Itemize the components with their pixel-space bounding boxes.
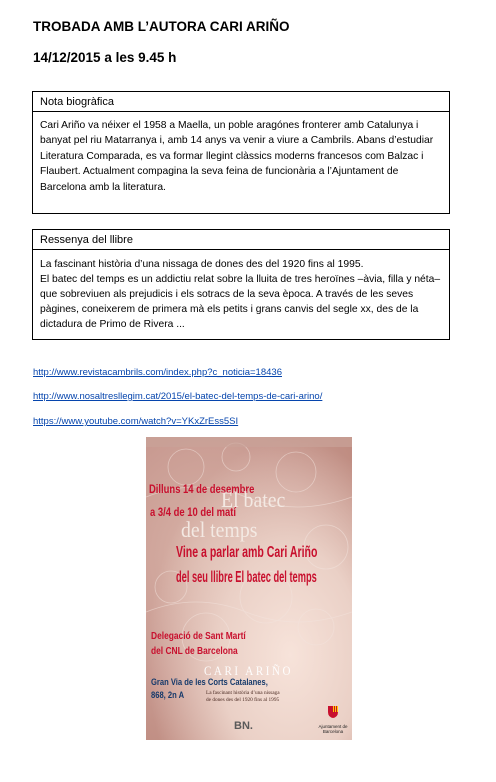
review-lead: La fascinant història d’una nissaga de dones des del 1920 fins al 1995. [40, 259, 364, 270]
barcelona-shield-icon [327, 705, 339, 719]
ajuntament-logo [316, 705, 350, 737]
link-nosaltresllegim[interactable]: http://www.nosaltresllegim.cat/2015/el-batec-del-temps-de-cari-arino/ [33, 391, 323, 402]
event-date: 14/12/2015 a les 9.45 h [33, 50, 177, 65]
poster-address-1: Gran Via de les Corts Catalanes, [151, 677, 268, 688]
review-heading: Ressenya del llibre [33, 230, 449, 250]
poster-invite-line-1: Vine a parlar amb Cari Ariño [176, 544, 318, 561]
poster-book-title-1: El batec [221, 487, 286, 512]
review-text: El batec del temps es un addictiu relat sobre la lluita de tres heroïnes –àvia, filla y néta– que sobreviuen als prejudicis i els sotracs de la seva època. A través de les seves pàgines, coneixerem de primera mà els petits i grans canvis del segle xx, des de la dictadura de Primo de Rivera ... [40, 274, 441, 330]
publisher-logo: BN. [234, 720, 253, 732]
review-box [32, 229, 450, 340]
link-youtube[interactable]: https://www.youtube.com/watch?v=YKxZrEss5SI [33, 416, 239, 427]
poster-address-2: 868, 2n A [151, 690, 185, 701]
page-title: TROBADA AMB L’AUTORA CARI ARIÑO [33, 19, 290, 34]
poster-author: CARI ARIÑO [204, 663, 294, 678]
bio-box [32, 91, 450, 214]
poster-day: Dilluns 14 de desembre [149, 484, 255, 496]
event-poster [146, 437, 352, 740]
review-body [33, 250, 449, 332]
bio-heading: Nota biogràfica [33, 92, 449, 112]
link-revistacambrils[interactable]: http://www.revistacambrils.com/index.php?c_noticia=18436 [33, 367, 282, 378]
poster-org-line-1: Delegació de Sant Martí [151, 630, 246, 642]
ajuntament-label-1: Ajuntament de [318, 724, 348, 729]
poster-org-line-2: del CNL de Barcelona [151, 645, 238, 657]
poster-blurb-1: La fascinant història d’una nissaga [206, 690, 280, 696]
poster-blurb-2: de dones des del 1920 fins al 1995 [206, 697, 280, 703]
bio-text: Cari Ariño va néixer el 1958 a Maella, un poble aragónes fronterer amb Catalunya i banyat pel riu Matarranya i, amb 14 anys va venir a viure a Cambrils. Abans d’estudiar Literatura Comparada, es va formar llegint clàssics moderns francesos com Balzac i Flaubert. Actualment compagina la seva feina de funcionària a l’Ajuntament de Barcelona amb la literatura. [40, 120, 434, 193]
poster-time: a 3/4 de 10 del matí [150, 507, 236, 519]
poster-book-title-2: del temps [181, 517, 258, 542]
ajuntament-label-2: Barcelona [322, 729, 344, 734]
poster-invite-line-2: del seu llibre El batec del temps [176, 569, 317, 586]
